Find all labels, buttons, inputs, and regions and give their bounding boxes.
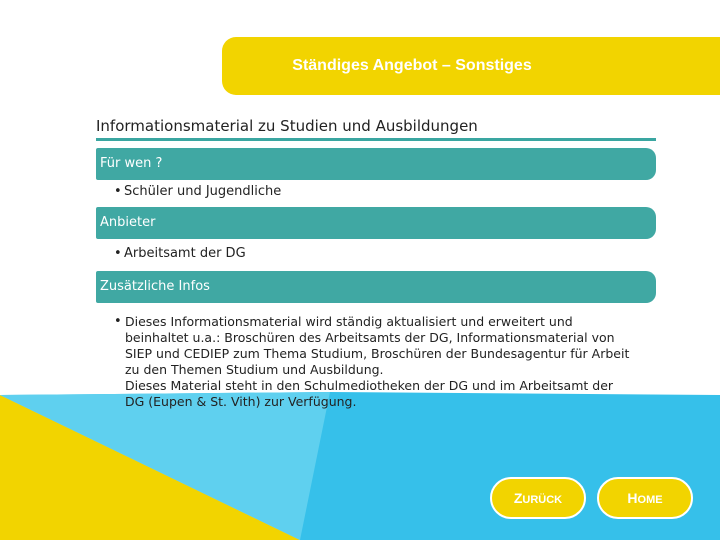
home-label-first: H xyxy=(627,490,638,506)
info-line: zu den Themen Studium und Ausbildung. xyxy=(125,362,384,377)
title-banner xyxy=(222,37,720,95)
back-label-rest: URÜCK xyxy=(522,494,563,506)
heading-divider xyxy=(96,138,656,141)
back-button[interactable] xyxy=(490,477,586,519)
bullet-provider xyxy=(114,246,654,262)
bullet-dot: • xyxy=(114,246,122,261)
section-additional-info: Zusätzliche Infos xyxy=(96,271,656,303)
info-line: beinhaltet u.a.: Broschüren des Arbeitsamts der DG, Informationsmaterial von xyxy=(125,330,615,345)
bullet-text: Arbeitsamt der DG xyxy=(124,246,246,261)
section-provider: Anbieter xyxy=(96,207,656,239)
bullet-text: Schüler und Jugendliche xyxy=(124,184,282,199)
home-button[interactable] xyxy=(597,477,693,519)
bullet-for-whom xyxy=(114,184,654,200)
info-line: Dieses Material steht in den Schulmediotheken der DG und im Arbeitsamt der xyxy=(125,378,614,393)
bullet-dot: • xyxy=(114,184,122,199)
page-title: Ständiges Angebot – Sonstiges xyxy=(292,57,532,74)
back-label-first: Z xyxy=(513,490,523,506)
home-label-rest: OME xyxy=(637,494,663,506)
info-line: Dieses Informationsmaterial wird ständig aktualisiert und erweitert und xyxy=(125,314,573,329)
info-line: DG (Eupen & St. Vith) zur Verfügung. xyxy=(125,394,357,409)
content-heading: Informationsmaterial zu Studien und Ausbildungen xyxy=(96,117,478,135)
additional-info-text xyxy=(125,314,665,410)
section-for-whom: Für wen ? xyxy=(96,148,656,180)
info-line: SIEP und CEDIEP zum Thema Studium, Broschüren der Bundesagentur für Arbeit xyxy=(125,346,630,361)
bullet-dot: • xyxy=(114,314,122,329)
